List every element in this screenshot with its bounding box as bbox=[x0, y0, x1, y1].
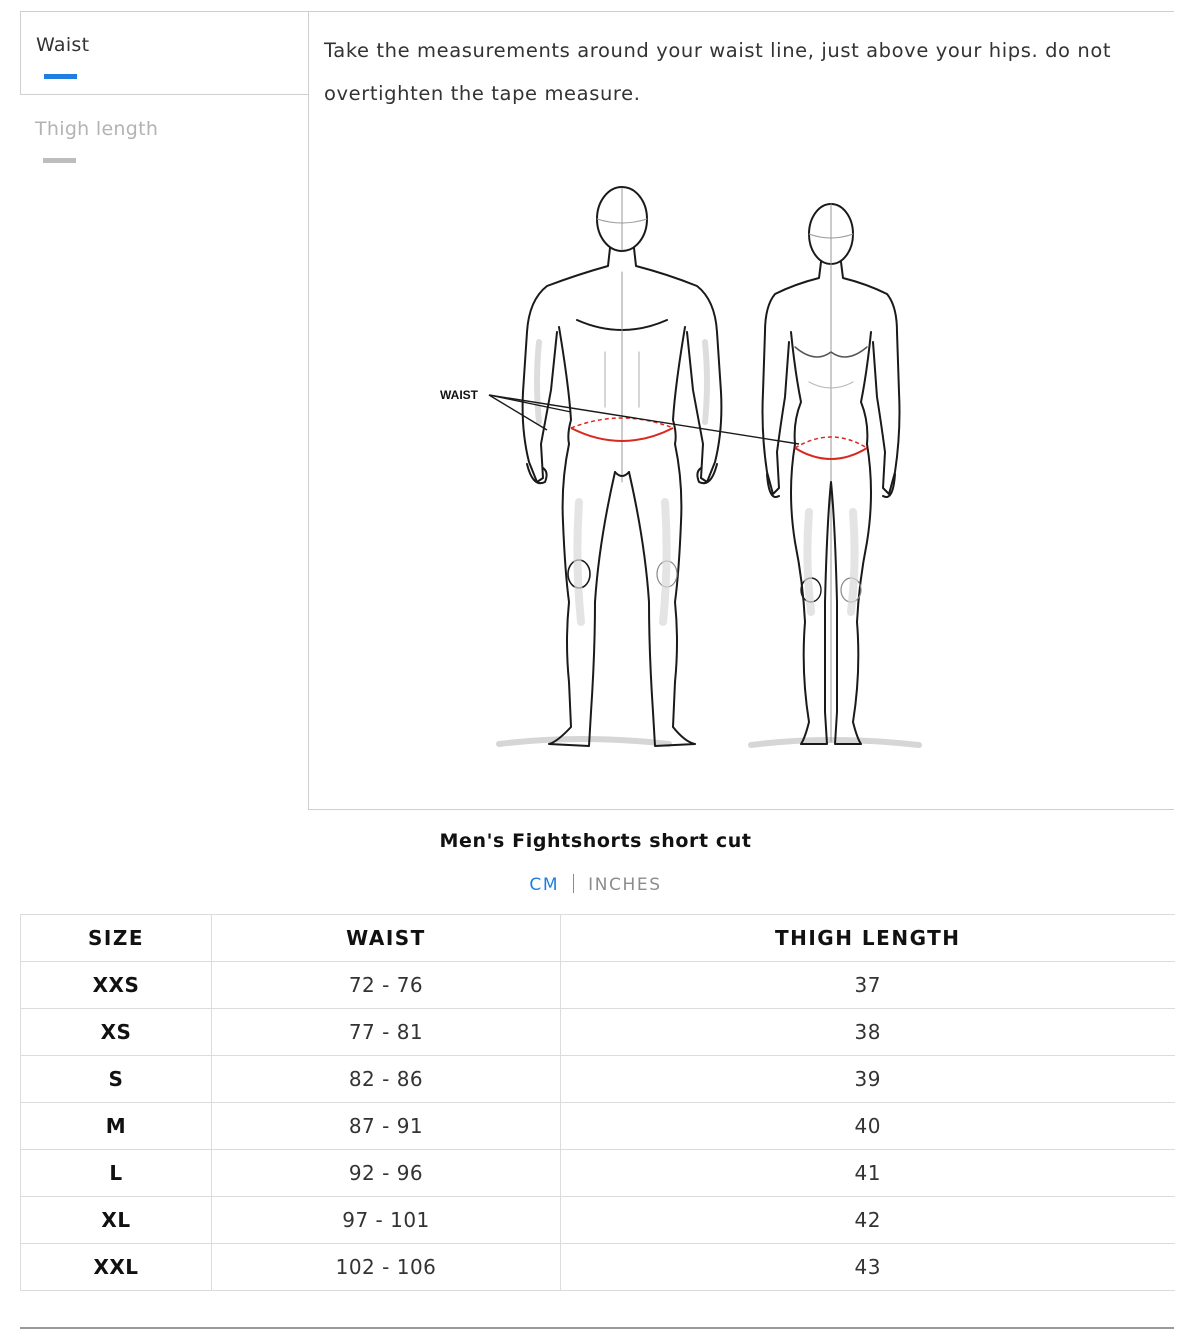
cell-size: S bbox=[21, 1056, 212, 1103]
cell-waist: 92 - 96 bbox=[212, 1150, 561, 1197]
cell-size: XXL bbox=[21, 1244, 212, 1291]
cell-size: L bbox=[21, 1150, 212, 1197]
cell-thigh-length: 42 bbox=[561, 1197, 1175, 1244]
waist-callout-lines bbox=[489, 395, 799, 444]
table-row bbox=[21, 1197, 1175, 1244]
measurement-tab-list bbox=[20, 11, 309, 811]
tab-waist[interactable] bbox=[20, 11, 308, 95]
size-table bbox=[20, 914, 1175, 1291]
table-row bbox=[21, 1009, 1175, 1056]
cell-waist: 87 - 91 bbox=[212, 1103, 561, 1150]
cell-thigh-length: 43 bbox=[561, 1244, 1175, 1291]
table-row bbox=[21, 1244, 1175, 1291]
column-header-waist: WAIST bbox=[212, 915, 561, 962]
table-row bbox=[21, 1056, 1175, 1103]
body-measurement-illustration bbox=[429, 182, 929, 772]
cell-waist: 72 - 76 bbox=[212, 962, 561, 1009]
ground-shadow-male bbox=[499, 739, 669, 744]
tab-waist-label: Waist bbox=[36, 34, 90, 56]
measurement-guide-panel bbox=[20, 11, 1174, 811]
measurement-content bbox=[308, 11, 1174, 810]
unit-separator bbox=[573, 874, 574, 893]
cell-size: M bbox=[21, 1103, 212, 1150]
cell-waist: 97 - 101 bbox=[212, 1197, 561, 1244]
cell-thigh-length: 40 bbox=[561, 1103, 1175, 1150]
table-row bbox=[21, 1103, 1175, 1150]
column-header-size: SIZE bbox=[21, 915, 212, 962]
tab-thigh-length[interactable] bbox=[20, 96, 308, 180]
cell-thigh-length: 37 bbox=[561, 962, 1175, 1009]
cell-waist: 82 - 86 bbox=[212, 1056, 561, 1103]
cell-waist: 102 - 106 bbox=[212, 1244, 561, 1291]
cell-thigh-length: 38 bbox=[561, 1009, 1175, 1056]
size-chart-title: Men's Fightshorts short cut bbox=[439, 830, 752, 852]
unit-inches-button[interactable]: INCHES bbox=[588, 875, 662, 895]
cell-thigh-length: 39 bbox=[561, 1056, 1175, 1103]
bottom-divider bbox=[20, 1327, 1174, 1329]
figures-svg bbox=[429, 182, 929, 772]
male-figure bbox=[523, 187, 722, 746]
table-row bbox=[21, 1150, 1175, 1197]
tab-thigh-length-label: Thigh length bbox=[35, 118, 159, 140]
tab-waist-active-indicator bbox=[44, 74, 77, 79]
unit-switch bbox=[0, 874, 1191, 895]
female-figure bbox=[763, 204, 900, 744]
column-header-thigh-length: THIGH LENGTH bbox=[561, 915, 1175, 962]
tab-thigh-length-indicator bbox=[43, 158, 76, 163]
cell-waist: 77 - 81 bbox=[212, 1009, 561, 1056]
unit-cm-button[interactable]: CM bbox=[529, 875, 560, 895]
cell-size: XXS bbox=[21, 962, 212, 1009]
measurement-instructions: Take the measurements around your waist line, just above your hips. do not overtighten the tape measure. bbox=[324, 39, 1112, 105]
waist-callout-label: WAIST bbox=[440, 388, 478, 402]
cell-size: XL bbox=[21, 1197, 212, 1244]
cell-size: XS bbox=[21, 1009, 212, 1056]
size-table-header-row bbox=[21, 915, 1175, 962]
table-row bbox=[21, 962, 1175, 1009]
cell-thigh-length: 41 bbox=[561, 1150, 1175, 1197]
